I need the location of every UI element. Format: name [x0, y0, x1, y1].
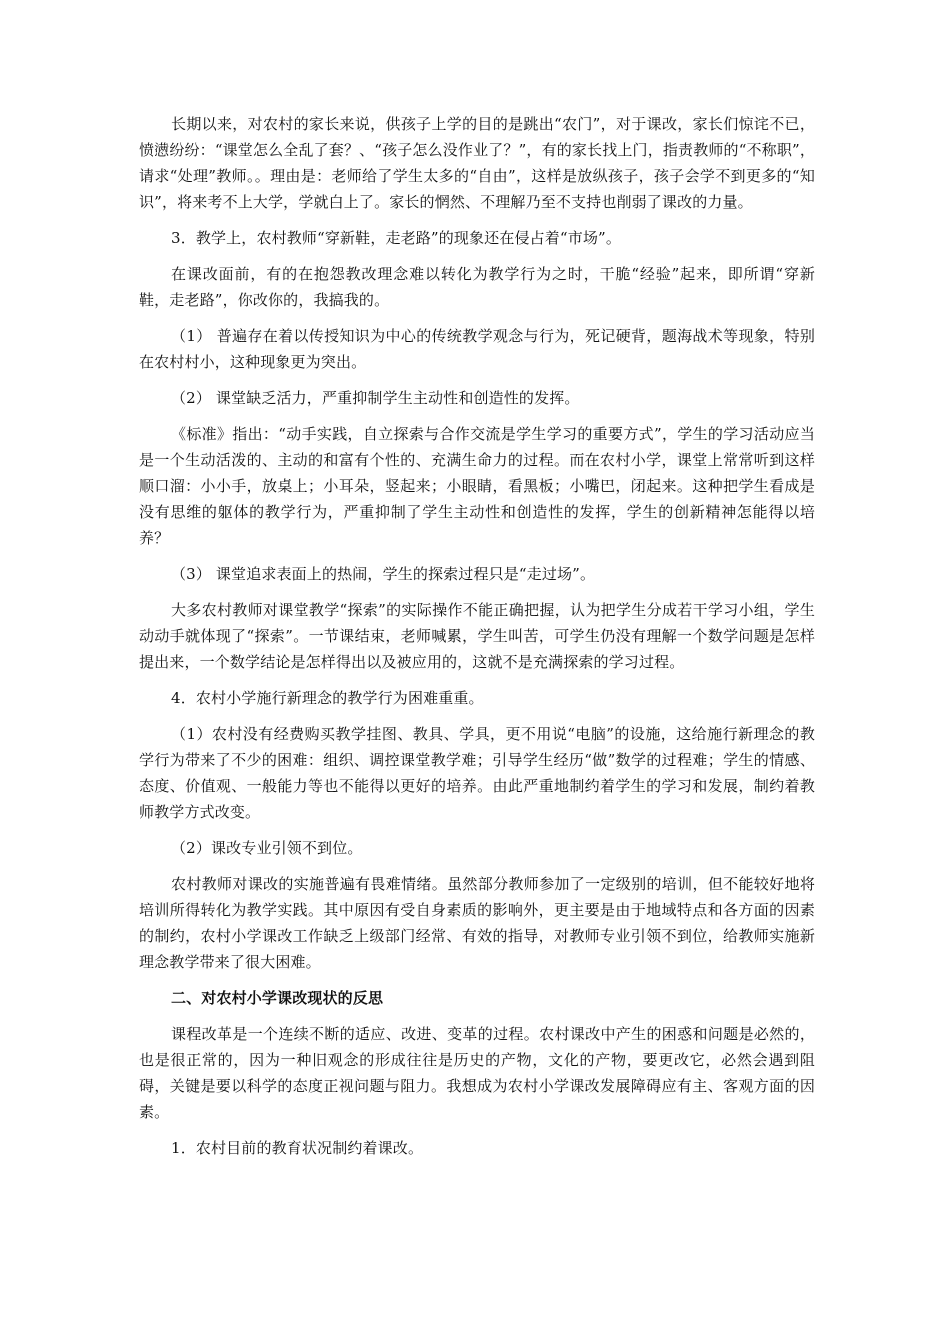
paragraph-curriculum-reform-reflection: 课程改革是一个连续不断的适应、改进、变革的过程。农村课改中产生的困惑和问题是必然的，也是很正常的，因为一种旧观念的形成往往是历史的产物，文化的产物，要更改它，必然会遇到阻碍，关键是要以科学的态度正视问题与阻力。我想成为农村小学课改发展障碍应有主、客观方面的因素。 — [139, 1025, 815, 1121]
subpoint-2-guidance-lacking: （2）课改专业引领不到位。 — [171, 839, 363, 857]
paragraph-standard-quote: 《标准》指出：“动手实践，自立探索与合作交流是学生学习的重要方式”，学生的学习活动应当是一个生动活泼的、主动的和富有个性的、充满生命力的过程。而在农村小学，课堂上常常听到这样顺口溜：小小手，放桌上；小耳朵，竖起来；小眼睛，看黑板；小嘴巴，闭起来。这种把学生看成是没有思维的躯体的教学行为，严重抑制了学生主动性和创造性的发挥，学生的创新精神怎能得以培养？ — [139, 425, 815, 547]
point-3-heading: 3．教学上，农村教师“穿新鞋，走老路”的现象还在侵占着“市场”。 — [171, 229, 622, 247]
document-body — [139, 111, 815, 1161]
point-1-heading: 1．农村目前的教育状况制约着课改。 — [171, 1139, 424, 1157]
section-2-heading: 二、对农村小学课改现状的反思 — [171, 989, 384, 1007]
subpoint-1-lack-of-funds: （1）农村没有经费购买教学挂图、教具、学具，更不用说“电脑”的设施，这给施行新理念的教学行为带来了不少的困难：组织、调控课堂教学难；引导学生经历“做”数学的过程难；学生的情感、态度、价值观、一般能力等也不能得以更好的培养。由此严重地制约着学生的学习和发展，制约着教师教学方式改变。 — [139, 725, 815, 821]
subpoint-2-lack-of-vitality: （2） 课堂缺乏活力，严重抑制学生主动性和创造性的发挥。 — [171, 389, 580, 407]
paragraph-exploration-misunderstanding: 大多农村教师对课堂教学“探索”的实际操作不能正确把握，认为把学生分成若干学习小组，学生动动手就体现了“探索”。一节课结束，老师喊累，学生叫苦，可学生仍没有理解一个数学问题是怎样提出来，一个数学结论是怎样得出以及被应用的，这就不是充满探索的学习过程。 — [139, 601, 815, 671]
paragraph-parents-reaction: 长期以来，对农村的家长来说，供孩子上学的目的是跳出“农门”，对于课改，家长们惊诧不已，愤懑纷纷：“课堂怎么全乱了套？、“孩子怎么没作业了？”，有的家长找上门，指责教师的“不称职”，请求“处理”教师。。理由是：老师给了学生太多的“自由”，这样是放纵孩子，孩子会学不到更多的“知识”，将来考不上大学，学就白上了。家长的惘然、不理解乃至不支持也削弱了课改的力量。 — [139, 115, 815, 211]
subpoint-3-superficial-activity: （3） 课堂追求表面上的热闹，学生的探索过程只是“走过场”。 — [171, 565, 596, 583]
paragraph-new-shoes-old-road: 在课改面前，有的在抱怨教改理念难以转化为教学行为之时，干脆“经验”起来，即所谓“穿新鞋，走老路”，你改你的，我搞我的。 — [139, 265, 815, 309]
paragraph-teacher-reluctance: 农村教师对课改的实施普遍有畏难情绪。虽然部分教师参加了一定级别的培训，但不能较好地将培训所得转化为教学实践。其中原因有受自身素质的影响外，更主要是由于地域特点和各方面的因素的制约，农村小学课改工作缺乏上级部门经常、有效的指导，对教师专业引领不到位，给教师实施新理念教学带来了很大困难。 — [139, 875, 815, 971]
point-4-heading: 4．农村小学施行新理念的教学行为困难重重。 — [171, 689, 484, 707]
subpoint-1-traditional-teaching: （1） 普遍存在着以传授知识为中心的传统教学观念与行为，死记硬背，题海战术等现象，特别在农村村小，这种现象更为突出。 — [139, 327, 815, 371]
